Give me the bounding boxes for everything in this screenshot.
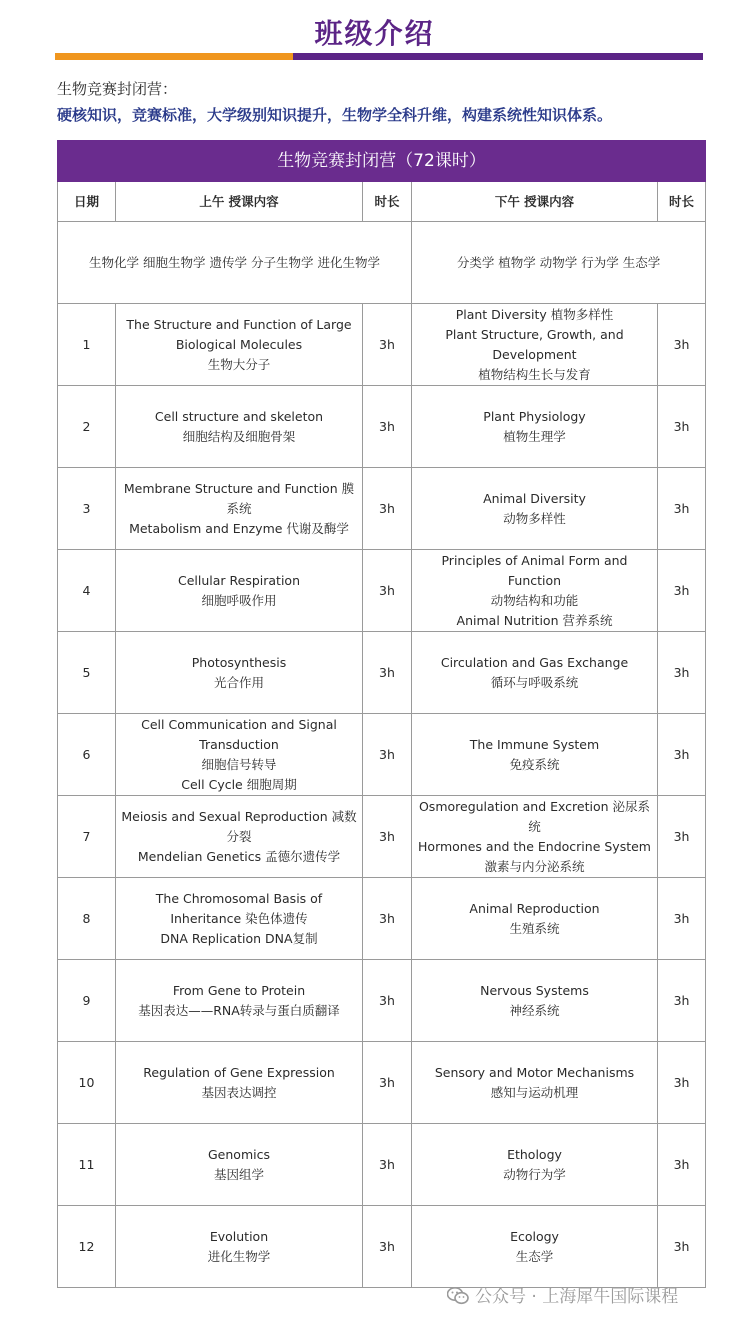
- pm-duration: 3h: [658, 1206, 706, 1288]
- pm-topic: [412, 1042, 658, 1124]
- topic-line: Meiosis and Sexual Reproduction 减数: [121, 808, 357, 824]
- pm-duration: 3h: [658, 304, 706, 386]
- pm-subjects: 分类学 植物学 动物学 行为学 生态学: [412, 222, 706, 304]
- topic-line: Transduction: [199, 736, 279, 752]
- header-pm-duration: 时长: [658, 182, 706, 222]
- am-duration: 3h: [363, 796, 412, 878]
- pm-topic: [412, 878, 658, 960]
- topic-line: Mendelian Genetics 孟德尔遗传学: [137, 848, 341, 864]
- topic-line: 免疫系统: [509, 756, 560, 772]
- day-number: 11: [58, 1124, 116, 1206]
- topic-line: 植物生理学: [503, 428, 566, 444]
- pm-topic: [412, 550, 658, 632]
- title-underline-purple: [293, 53, 703, 60]
- schedule-row: [58, 386, 706, 468]
- topic-line: 生物大分子: [207, 356, 271, 372]
- day-number: 5: [58, 632, 116, 714]
- topic-line: Photosynthesis: [191, 654, 287, 670]
- am-duration: 3h: [363, 960, 412, 1042]
- topic-line: The Immune System: [469, 736, 600, 752]
- schedule-row: [58, 304, 706, 386]
- pm-topic: [412, 1206, 658, 1288]
- topic-line: Ecology: [510, 1228, 559, 1244]
- watermark-text: 公众号 · 上海犀牛国际课程: [475, 1287, 679, 1307]
- topic-line: 生态学: [515, 1248, 554, 1264]
- day-number: 9: [58, 960, 116, 1042]
- pm-duration: 3h: [658, 550, 706, 632]
- day-number: 6: [58, 714, 116, 796]
- day-number: 7: [58, 796, 116, 878]
- header-am-content: 上午 授课内容: [116, 182, 363, 222]
- am-topic: [116, 1124, 363, 1206]
- am-topic: [116, 632, 363, 714]
- table-banner: 生物竞赛封闭营（72课时）: [58, 141, 706, 182]
- am-subjects: 生物化学 细胞生物学 遗传学 分子生物学 进化生物学: [58, 222, 412, 304]
- topic-line: Animal Reproduction: [469, 900, 600, 916]
- topic-line: Cell Communication and Signal: [141, 716, 337, 732]
- topic-line: 细胞呼吸作用: [201, 592, 277, 608]
- pm-topic: [412, 1124, 658, 1206]
- am-duration: 3h: [363, 550, 412, 632]
- topic-line: Hormones and the Endocrine System: [418, 838, 651, 854]
- topic-line: Regulation of Gene Expression: [143, 1064, 335, 1080]
- pm-topic: [412, 632, 658, 714]
- pm-duration: 3h: [658, 1042, 706, 1124]
- day-number: 10: [58, 1042, 116, 1124]
- am-topic: [116, 386, 363, 468]
- topic-line: 细胞信号转导: [201, 756, 277, 772]
- schedule-row: [58, 550, 706, 632]
- topic-line: 生殖系统: [509, 920, 560, 936]
- topic-line: Membrane Structure and Function 膜: [123, 480, 355, 496]
- topic-line: Ethology: [507, 1146, 562, 1162]
- header-pm-content: 下午 授课内容: [412, 182, 658, 222]
- topic-line: Cell structure and skeleton: [154, 408, 324, 424]
- topic-line: The Chromosomal Basis of: [155, 890, 323, 906]
- topic-line: 神经系统: [509, 1002, 560, 1018]
- day-number: 3: [58, 468, 116, 550]
- am-duration: 3h: [363, 386, 412, 468]
- pm-duration: 3h: [658, 878, 706, 960]
- day-number: 12: [58, 1206, 116, 1288]
- am-topic: [116, 550, 363, 632]
- topic-line: Nervous Systems: [480, 982, 589, 998]
- topic-line: The Structure and Function of Large: [126, 316, 352, 332]
- am-topic: [116, 796, 363, 878]
- topic-line: Cellular Respiration: [177, 572, 300, 588]
- am-topic: [116, 1042, 363, 1124]
- page-title: 班级介绍: [314, 17, 435, 50]
- am-duration: 3h: [363, 468, 412, 550]
- am-topic: [116, 468, 363, 550]
- topic-line: 动物结构和功能: [490, 592, 579, 608]
- topic-line: 基因表达调控: [201, 1084, 277, 1100]
- day-number: 4: [58, 550, 116, 632]
- schedule-row: [58, 1124, 706, 1206]
- schedule-row: [58, 878, 706, 960]
- topic-line: 进化生物学: [207, 1248, 271, 1264]
- topic-line: Animal Nutrition 营养系统: [456, 612, 613, 628]
- topic-line: Sensory and Motor Mechanisms: [434, 1064, 635, 1080]
- intro-heading: 生物竞赛封闭营：: [57, 80, 178, 98]
- am-topic: [116, 960, 363, 1042]
- day-number: 1: [58, 304, 116, 386]
- am-duration: 3h: [363, 1124, 412, 1206]
- topic-line: 基因组学: [213, 1166, 264, 1182]
- topic-line: Development: [492, 346, 577, 362]
- topic-line: 基因表达——RNA转录与蛋白质翻译: [138, 1002, 340, 1018]
- topic-line: 统: [528, 818, 541, 834]
- am-duration: 3h: [363, 878, 412, 960]
- topic-line: Evolution: [209, 1228, 269, 1244]
- topic-line: Animal Diversity: [483, 490, 586, 506]
- pm-duration: 3h: [658, 386, 706, 468]
- am-duration: 3h: [363, 632, 412, 714]
- header-day: 日期: [58, 182, 116, 222]
- topic-line: Plant Structure, Growth, and: [445, 326, 624, 342]
- topic-line: 感知与运动机理: [490, 1084, 579, 1100]
- topic-line: Function: [507, 572, 562, 588]
- am-duration: 3h: [363, 304, 412, 386]
- topic-line: Inheritance 染色体遗传: [170, 910, 308, 926]
- topic-line: 激素与内分泌系统: [484, 858, 585, 874]
- schedule-row: [58, 468, 706, 550]
- topic-line: From Gene to Protein: [172, 982, 306, 998]
- table-header-row: [58, 182, 706, 222]
- am-duration: 3h: [363, 1206, 412, 1288]
- header-am-duration: 时长: [363, 182, 412, 222]
- schedule-row: [58, 632, 706, 714]
- am-duration: 3h: [363, 714, 412, 796]
- intro-description: 硬核知识，竞赛标准，大学级别知识提升，生物学全科升维，构建系统性知识体系。: [57, 106, 613, 124]
- schedule-row: [58, 1042, 706, 1124]
- topic-line: Circulation and Gas Exchange: [440, 654, 629, 670]
- topic-line: Plant Diversity 植物多样性: [455, 306, 614, 322]
- pm-duration: 3h: [658, 468, 706, 550]
- topic-line: 细胞结构及细胞骨架: [182, 428, 296, 444]
- pm-duration: 3h: [658, 960, 706, 1042]
- title-underline-orange: [55, 53, 293, 60]
- pm-topic: [412, 960, 658, 1042]
- subjects-row: [58, 222, 706, 304]
- pm-duration: 3h: [658, 796, 706, 878]
- wechat-icon: [447, 1287, 469, 1305]
- day-number: 2: [58, 386, 116, 468]
- pm-topic: [412, 304, 658, 386]
- topic-line: Metabolism and Enzyme 代谢及酶学: [129, 520, 349, 536]
- topic-line: Biological Molecules: [175, 336, 303, 352]
- topic-line: 植物结构生长与发育: [478, 366, 591, 382]
- topic-line: Osmoregulation and Excretion 泌尿系: [418, 798, 651, 814]
- topic-line: 动物行为学: [503, 1166, 566, 1182]
- am-topic: [116, 878, 363, 960]
- am-duration: 3h: [363, 1042, 412, 1124]
- pm-topic: [412, 468, 658, 550]
- schedule-table: [57, 140, 706, 1288]
- pm-topic: [412, 796, 658, 878]
- topic-line: Genomics: [208, 1146, 270, 1162]
- pm-topic: [412, 714, 658, 796]
- topic-line: Plant Physiology: [483, 408, 586, 424]
- topic-line: 光合作用: [213, 674, 264, 690]
- pm-duration: 3h: [658, 714, 706, 796]
- topic-line: 系统: [226, 500, 252, 516]
- topic-line: Cell Cycle 细胞周期: [181, 776, 297, 792]
- topic-line: Principles of Animal Form and: [441, 552, 628, 568]
- pm-duration: 3h: [658, 1124, 706, 1206]
- am-topic: [116, 304, 363, 386]
- day-number: 8: [58, 878, 116, 960]
- pm-duration: 3h: [658, 632, 706, 714]
- topic-line: 分裂: [226, 828, 252, 844]
- schedule-row: [58, 1206, 706, 1288]
- watermark: [447, 1282, 678, 1307]
- pm-topic: [412, 386, 658, 468]
- schedule-row: [58, 714, 706, 796]
- schedule-row: [58, 960, 706, 1042]
- topic-line: 动物多样性: [503, 510, 566, 526]
- am-topic: [116, 714, 363, 796]
- topic-line: DNA Replication DNA复制: [160, 930, 318, 946]
- schedule-row: [58, 796, 706, 878]
- topic-line: 循环与呼吸系统: [490, 674, 579, 690]
- am-topic: [116, 1206, 363, 1288]
